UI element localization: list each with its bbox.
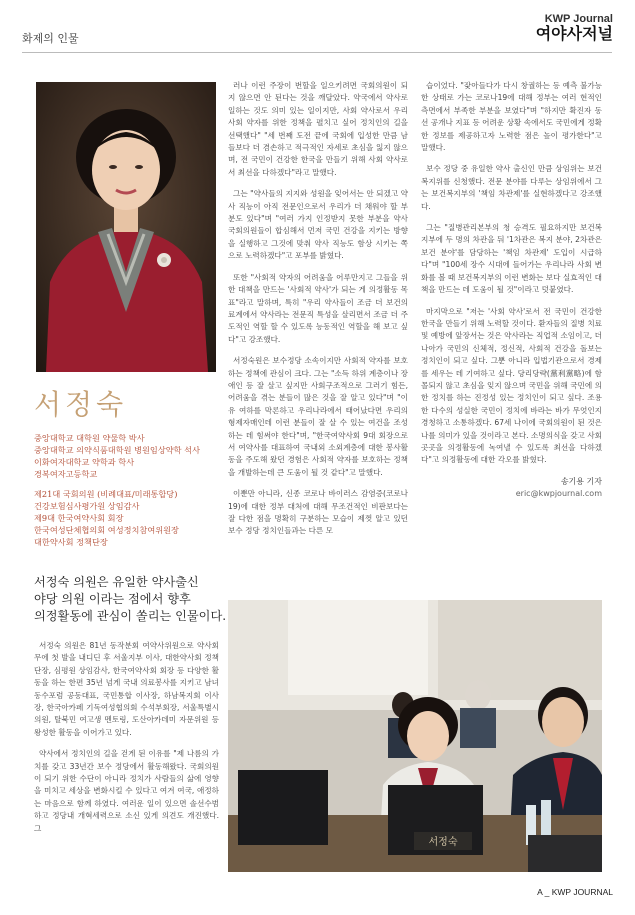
committee-photo bbox=[228, 600, 602, 872]
pull-quote-line: 서정숙 의원은 유일한 약사출신 bbox=[34, 575, 199, 589]
career-item: 건강보험심사평가원 상임감사 bbox=[34, 501, 140, 511]
article-column-left bbox=[34, 640, 219, 844]
article-column-right bbox=[421, 80, 602, 500]
career-item: 한국여성단체협의회 여성정치참여위원장 bbox=[34, 525, 179, 535]
career-item: 중앙대학교 대학원 약물학 박사 bbox=[34, 433, 145, 443]
pull-quote-line: 야당 의원 이라는 점에서 향후 bbox=[34, 592, 191, 606]
article-paragraph: 보수 정당 중 유일한 약사 출신인 만큼 상임위는 보건복지위를 신청했다. 전문 분야를 다루는 상임위에서 그는 보건복지부의 '책임 차관제'를 실현하겠다고 강조했다. bbox=[421, 164, 602, 211]
byline: 송기용 기자 bbox=[560, 476, 602, 486]
nameplate-text: 서정숙 bbox=[428, 837, 458, 848]
pull-quote-line: 의정활동에 관심이 쏠리는 인물이다. bbox=[34, 609, 227, 623]
committee-scene-illustration bbox=[228, 600, 602, 872]
section-label: 화제의 인물 bbox=[22, 32, 79, 45]
article-paragraph: 습이었다. "잦아들다가 다시 창궐하는 등 예측 불가능한 상태로 가는 코로나19에 대해 정부는 여러 현적인 측면에서 부족한 부분을 보였다"며 "하지만 확진자 동선 공개나 지표 등 어려운 상황 속에서도 국민에게 정확한 정보를 제공하고자 노력한 점은 높이 평가한다"고 말했다. bbox=[421, 81, 602, 153]
article-paragraph: 마지막으로 "저는 '사회 약사'로서 전 국민이 건강한 한국을 만들기 위해 노력할 것이다. 환자들의 질병 치료 및 예방에 앞장서는 것은 약사라는 직업적 소임이고, 더 나아가 국민의 신체적, 정신적, 사회적 건강을 돌보는 정치인이 되고 싶다. 그뿐 아니라 입법기관으로서 경제를 세우는 데 기여하고 싶다. 당리당략(黨利黨略)에 함몰되지 않고 초심을 잊지 않으며 국민을 위해 국민에 의한 정치를 하는 진정성 있는 정치인이 되고 싶다. 조용한 다수의 성실한 국민이 정치에 바라는 바가 무엇인지 경청하고 소통하겠다. 67세 나이에 국회의원이 된 것은 나를 의미가 있을 것이라고 본다. 소명의식을 갖고 사회 곳곳을 의정활동에 녹여낼 수 있도록 최선을 다하겠다"고 의정활동에 대한 각오를 밝혔다. bbox=[421, 306, 602, 465]
article-paragraph: 서정숙 의원은 81년 동작분회 여약사위원으로 약사회무에 첫 발을 내디딘 후 서울지부 이사, 대한약사회 정책단장, 심평원 상임감사, 한국여약사회 회장 등 다양한 활동을 하는 한편 35년 넘게 국내 의료봉사를 지키고 남녀동수포럼 공동대표, 국민통합 이사장, 하남복지회 이사장, 한국아카페 기독여성협의회 수석부회장, 서울특별시의원, 탈북민 여고생 멘토링, 도산아카데미 자문위원 등 왕성한 활동을 이어가고 있다. bbox=[34, 641, 219, 737]
article-paragraph: 그는 "질병관리본부의 청 승격도 필요하지만 보건복지부에 두 명의 차관을 둬 '1차관은 복지 분야, 2차관은 보건 분야'를 담당하는 '책임 차관제' 도입이 시급하다"며 "100세 장수 시대에 들어가는 우리나라 사회 변화를 볼 때 보건복지부의 이런 변화는 보다 실효적인 대책을 만드는 데 도움이 될 것"이라고 덧붙였다. bbox=[421, 223, 602, 295]
career-list bbox=[34, 432, 214, 548]
portrait-photo bbox=[36, 82, 216, 372]
article-paragraph: 서정숙원은 보수정당 소속이지만 사회적 약자를 보호하는 정책에 관심이 크다. 그는 "소득 하위 계층이나 장애인 등 잘 살고 싶지만 사회구조적으로 그러기 힘든, 어려움을 겪는 분들이 많은 것을 잘 알고 있다"며 "이유 여하를 막론하고 우리나라에서 태어났다면 우리의 형제자매인데 이런 분들이 잘 살 수 있는 여건을 조성하는 데 힘써야 한다"며, "한국여약사회 9대 회장으로서 여약사를 대표하여 국내외 소외계층에 대한 봉사활동을 주도해 왔던 경험은 사회적 약자를 보호하는 정책을 개발하는데 큰 도움이 될 것 같다"고 말했다. bbox=[228, 356, 408, 477]
portrait-illustration bbox=[36, 82, 216, 372]
article-paragraph: 또한 "사회적 약자의 어려움을 어루만지고 그들을 위한 대책을 만드는 '사회적 약사'가 되는 게 의정활동 목표"라고 말하며, 특히 "우리 약사들이 조금 더 보건의료계에서 약사라는 전문직 특성을 살리면서 조금 더 주도적인 역할 할 수 있도록 능동적인 역할을 해 보고 싶다"고 강조했다. bbox=[228, 272, 408, 344]
career-item: 이화여자대학교 약학과 학사 bbox=[34, 457, 135, 467]
article-paragraph: 그는 "약사들의 지지와 성원을 잊어서는 안 되겠고 약사 직능이 아직 전문인으로서 우리가 더 채워야 할 부분도 있다"며 "여러 가지 인정받지 못한 부분을 약사 국회의원들이 합심해서 먼저 국민 건강을 지키는 방향을 실행하고 그것에 맞춰 약사 직능도 함상 시키는 쪽으로 노력하겠다"고 포부를 밝혔다. bbox=[228, 189, 408, 261]
page-footer: A _ KWP JOURNAL bbox=[537, 887, 613, 897]
career-item: 중앙대학교 의약식품대학원 병원임상약학 석사 bbox=[34, 445, 200, 455]
article-paragraph: 이뿐만 아니라, 신종 코로나 바이러스 감염증(코로나19)에 대한 정부 대처에 대해 무조건적인 비판보다는 잘 다한 점을 명확히 구분하는 모습이 제껏 알고 있던 보수 정당 정치인들과는 다른 모 bbox=[228, 489, 408, 536]
article-paragraph: 러나 이런 주장이 번할을 일으키려면 국회의원이 되지 않으면 안 된다는 것을 깨달았다. 약국에서 약사로 일하는 것도 의미 있는 일이지만, 사회 약사로서 우리 사회 약자를 위한 정책을 펼치고 싶어 정치인의 길을 선택했다" "세 번째 도전 끝에 국회에 입성한 만큼 남들보다 더 겸손하고 적극적인 자세로 초심을 잃지 않으며, 전 국민이 건강한 한국을 만들기 위해 사회 약사로서 최선을 다하겠다"라고 말했다. bbox=[228, 81, 408, 177]
header-divider bbox=[22, 52, 612, 53]
career-spacer bbox=[34, 480, 214, 488]
byline-email: eric@kwpjournal.com bbox=[515, 488, 602, 498]
brand-name-ko: 여야사저널 bbox=[535, 24, 613, 43]
career-item: 경복여자고등학교 bbox=[34, 469, 98, 479]
profile-name: 서정숙 bbox=[34, 388, 128, 421]
article-paragraph: 약사에서 정치인의 길을 걷게 된 이유를 "제 나름의 가치를 갖고 33년간 보수 정당에서 활동해왔다. 국회의원이 되기 위한 수단이 아니라 정치가 사람들의 삶에 영향을 미치고 세상을 변화시킬 수 있다고 여겨 여국, 애정하는 마음으로 함께 하였다. 여러운 일이 있으면 솔선수범하고 정당내 개혁세력으로 소신 있게 의견도 개진했다. 그 bbox=[34, 749, 219, 833]
career-item: 제21대 국회의원 (비례대표/미래통합당) bbox=[34, 489, 178, 499]
pull-quote bbox=[34, 574, 227, 625]
brand-logo bbox=[536, 13, 613, 43]
brand-name-en: KWP Journal bbox=[544, 13, 613, 25]
career-item: 대한약사회 정책단장 bbox=[34, 537, 108, 547]
career-item: 제9대 한국여약사회 회장 bbox=[34, 513, 124, 523]
article-column-middle bbox=[228, 80, 408, 547]
